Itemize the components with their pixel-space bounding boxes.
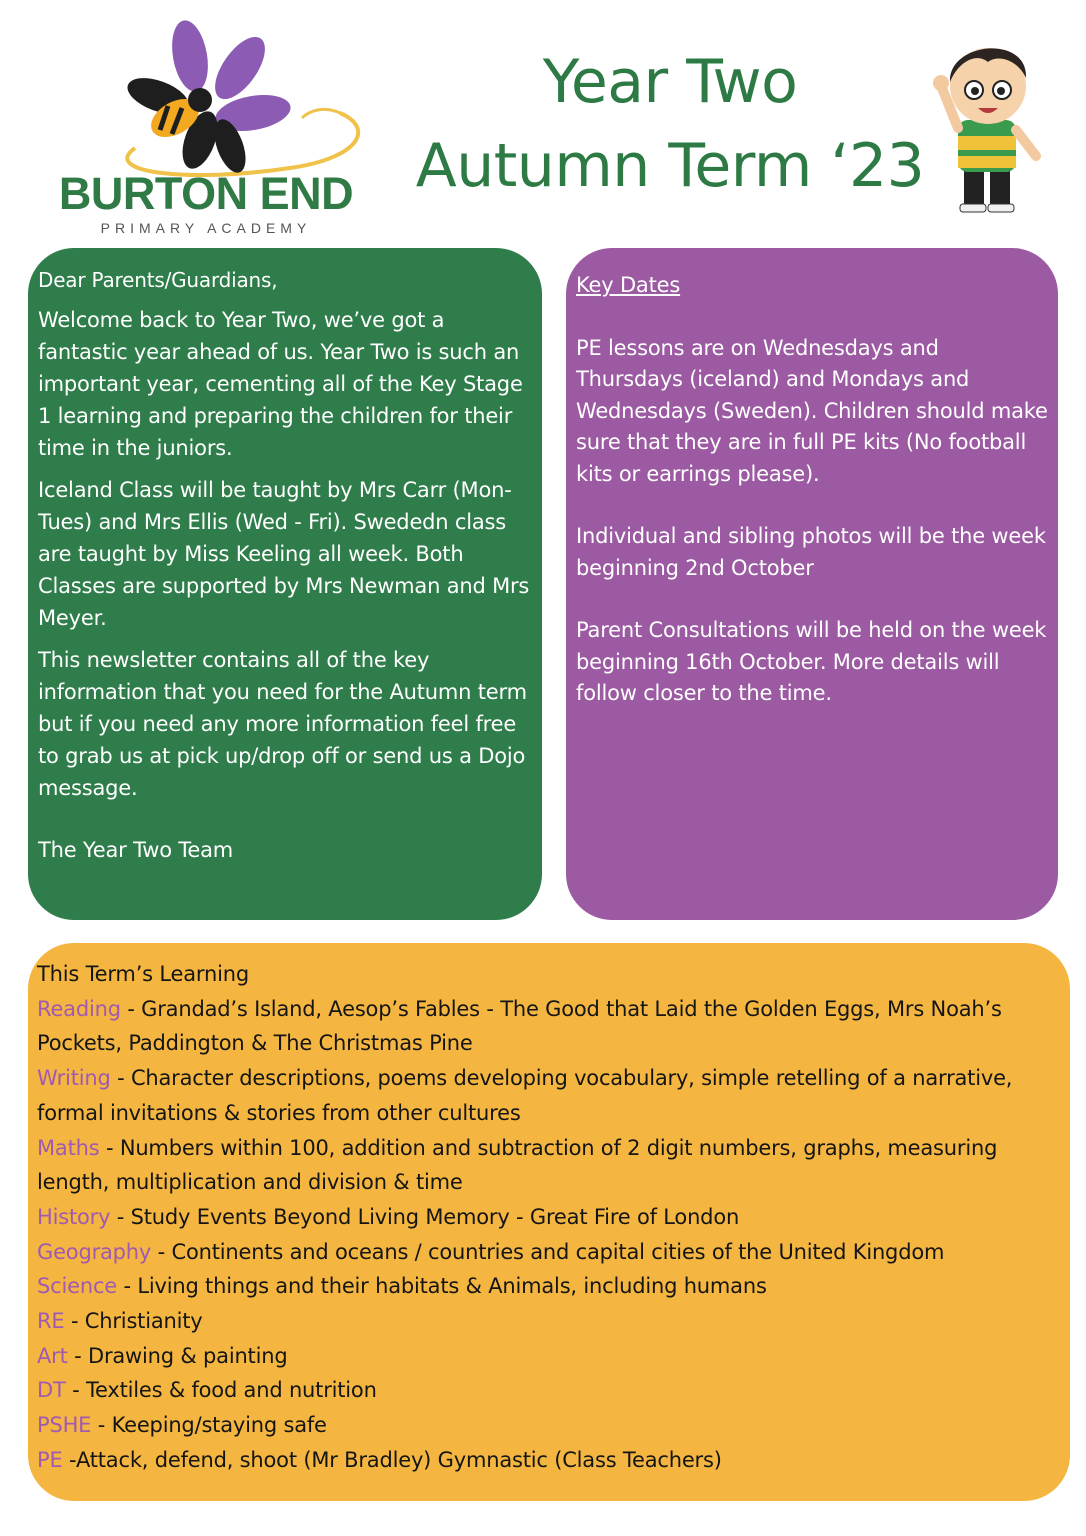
learning-item-history (37, 1200, 1065, 1235)
letter-paragraph-3: This newsletter contains all of the key information that you need for the Autumn term but if you need any more information feel free to grab us at pick up/drop off or send us a Dojo message. (38, 648, 527, 800)
learning-item-geography (37, 1235, 1065, 1270)
learning-item-pshe (37, 1408, 1065, 1443)
subject-detail: - Living things and their habitats & Animals, including humans (117, 1274, 767, 1299)
school-name: BURTON END (58, 168, 354, 219)
learning-item-science (37, 1269, 1065, 1304)
letter-greeting: Dear Parents/Guardians, (38, 268, 278, 292)
learning-item-maths (37, 1131, 1065, 1200)
letter-paragraph-2: Iceland Class will be taught by Mrs Carr (Mon-Tues) and Mrs Ellis (Wed - Fri). Swededn class are taught by Miss Keeling all week. Both Classes are supported by Mrs Newman and Mrs Meyer. (38, 478, 530, 630)
key-date-photos: Individual and sibling photos will be the week beginning 2nd October (576, 524, 1046, 580)
subject-detail: - Textiles & food and nutrition (65, 1378, 377, 1403)
waving-boy-illustration-icon (928, 28, 1056, 218)
subject-detail: - Study Events Beyond Living Memory - Great Fire of London (110, 1204, 740, 1229)
subject-detail: -Attack, defend, shoot (Mr Bradley) Gymnastic (Class Teachers) (62, 1447, 722, 1472)
learning-item-re (37, 1304, 1065, 1339)
welcome-letter-panel (28, 248, 542, 920)
learning-item-art (37, 1339, 1065, 1374)
subject-label: PSHE (37, 1413, 92, 1438)
subject-detail: - Grandad’s Island, Aesop’s Fables - The Good that Laid the Golden Eggs, Mrs Noah’s Pockets, Paddington & The Christmas Pine (37, 996, 1002, 1056)
subject-detail: - Drawing & painting (67, 1343, 288, 1368)
key-date-pe-lessons: PE lessons are on Wednesdays and Thursdays (iceland) and Mondays and Wednesdays (Sweden). Children should make sure that they are in full PE kits (No football kits or earrings please). (576, 335, 1048, 486)
page-title (400, 40, 940, 208)
letter-paragraph-1: Welcome back to Year Two, we’ve got a fantastic year ahead of us. Year Two is such an important year, cementing all of the Key Stage 1 learning and preparing the children for their time in the juniors. (38, 308, 523, 460)
subject-detail: - Character descriptions, poems developing vocabulary, simple retelling of a narrative, formal invitations & stories from other cultures (37, 1066, 1013, 1125)
learning-item-dt (37, 1373, 1065, 1408)
subject-label: PE (37, 1447, 63, 1472)
subject-detail: - Christianity (64, 1309, 203, 1334)
subject-label: Art (37, 1343, 68, 1368)
subject-detail: - Keeping/staying safe (91, 1413, 327, 1438)
title-line-2: Autumn Term ‘23 (415, 131, 925, 201)
term-learning-panel (28, 943, 1070, 1501)
subject-label: Geography (37, 1239, 152, 1264)
subject-detail: - Continents and oceans / countries and capital cities of the United Kingdom (151, 1239, 945, 1264)
learning-item-pe (37, 1443, 1065, 1478)
learning-item-writing (37, 1061, 1065, 1130)
subject-label: DT (37, 1378, 66, 1403)
flower-bee-logo-icon (40, 18, 370, 188)
subject-detail: - Numbers within 100, addition and subtraction of 2 digit numbers, graphs, measuring length, multiplication and division & time (37, 1135, 998, 1195)
school-logo (40, 18, 370, 240)
title-line-1: Year Two (542, 47, 798, 117)
subject-label: RE (37, 1309, 65, 1334)
subject-label: History (37, 1204, 111, 1229)
school-subtitle: PRIMARY ACADEMY (100, 220, 312, 236)
key-date-consultations: Parent Consultations will be held on the week beginning 16th October. More details will follow closer to the time. (576, 618, 1047, 705)
learning-heading: This Term’s Learning (37, 962, 249, 986)
subject-label: Science (37, 1274, 118, 1299)
learning-item-reading (37, 992, 1065, 1061)
letter-signoff: The Year Two Team (38, 838, 234, 862)
subject-label: Writing (37, 1066, 111, 1091)
subject-label: Maths (37, 1135, 100, 1160)
key-dates-heading: Key Dates (576, 273, 681, 297)
key-dates-panel (566, 248, 1058, 920)
subject-label: Reading (37, 996, 121, 1021)
